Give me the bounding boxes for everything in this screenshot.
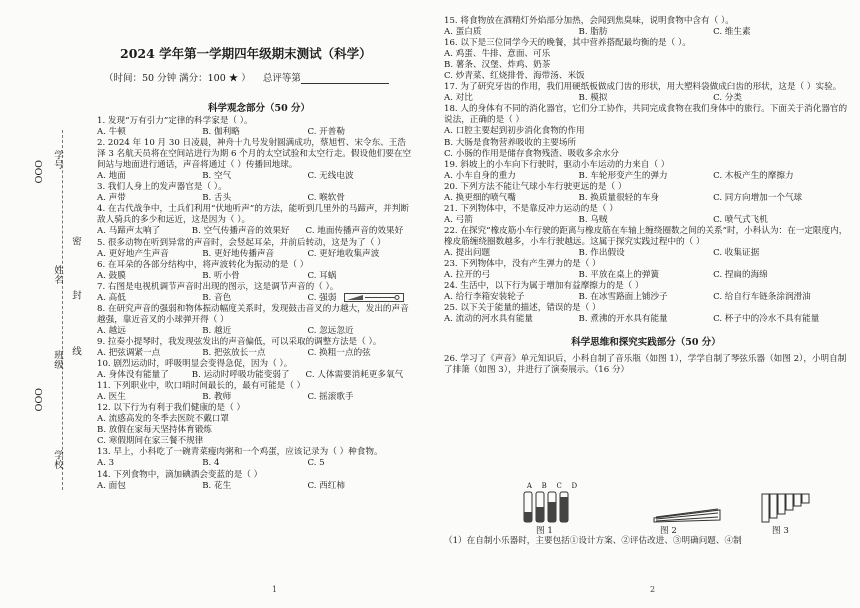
- question-14: 14. 下列食物中，滴加碘酒会变蓝的是（ ） A. 面包 B. 花生 C. 西红柿: [97, 469, 345, 491]
- question-15: 15. 将食物放在酒精灯外焰部分加热，会闻到焦臭味，说明食物中含有（ ）。 A. 蛋白质 B. 脂肪 C. 维生素: [444, 16, 751, 38]
- volume-bar-figure: [344, 293, 404, 302]
- grade-blank[interactable]: [301, 83, 389, 84]
- question-26-1: （1）在自制小乐器时，主要包括①设计方案、②评估改进、③明确问题、④制: [444, 536, 742, 546]
- xuehao-label: 学号: [52, 150, 63, 169]
- xingming-label: 姓名: [52, 265, 63, 284]
- question-16: 16. 以下是三位同学今天的晚餐，其中营养搭配最均衡的是（ ）。 A. 鸡蛋、牛排、意面、可乐 B. 薯条、汉堡、炸鸡、奶茶 C. 炒青菜、红烧排骨、海带汤、米饭: [444, 38, 691, 82]
- page-number-1: 1: [272, 585, 278, 594]
- mi-mark: 密: [70, 236, 81, 246]
- question-6: 6. 在耳朵的各部分结构中，将声波转化为振动的是（ ） A. 鼓膜 B. 听小骨 C. 耳蜗: [97, 259, 337, 281]
- questions-column-1: [97, 116, 413, 492]
- xuexiao-label: 学校: [52, 450, 63, 469]
- question-21: 21. 下列物体中，不是靠反冲力运动的是（ ） A. 弓箭 B. 乌贼 C. 喷气式飞机: [444, 203, 768, 225]
- questions-column-2: [444, 16, 848, 376]
- exam-page-2: [430, 0, 860, 608]
- banji-label: 班级: [52, 350, 63, 369]
- grade-label: 总评等第: [262, 73, 301, 84]
- time-score-text: （时间：50 分钟 满分：100 ★ ）: [104, 73, 251, 84]
- bottle-letters: A B C D: [526, 482, 578, 490]
- question-3: 3. 我们人身上的发声器官是（ ）。 A. 声带 B. 舌头 C. 喉软骨: [97, 182, 345, 204]
- q26-figures: [522, 488, 842, 538]
- figure-3-pan-flute: [762, 494, 809, 522]
- question-26: 26. 学习了《声音》单元知识后，小科自制了音乐瓶（如图 1），学学自制了琴弦乐器（如图 2），小明自制了排箫（如图 3），并进行了演奏展示。（16 分）: [444, 354, 847, 376]
- fig3-caption: 图 3: [772, 526, 789, 536]
- fig1-caption: 图 1: [536, 526, 553, 536]
- circles-2: OOO: [32, 388, 43, 412]
- question-12: 12. 以下行为有利于我们健康的是（ ） A. 流感高发的冬季去医院不戴口罩 B. 放假在家每天坚持体育锻炼 C. 寒假期间在家三餐不规律: [97, 403, 246, 447]
- figure-1-bottles: [524, 492, 568, 522]
- exam-meta: [104, 70, 389, 84]
- question-17: 17. 为了研究牙齿的作用，我们用硬纸板做成门齿的形状，用大塑料袋做成臼齿的形状，这是（ ）实验。 A. 对比 B. 模拟 C. 分类: [444, 82, 842, 104]
- exam-title: 2024 学年第一学期四年级期末测试（科学）: [120, 46, 372, 61]
- question-13: 13. 早上，小科吃了一碗青菜瘦肉粥和一个鸡蛋，应该记录为（ ）种食物。 A. 3 B. 4 C. 5: [97, 447, 383, 469]
- question-22: 22. 在探究“橡皮筋小车行驶的距离与橡皮筋在车轴上缠绕圈数之间的关系”时，小科认为：在一定限度内，橡皮筋缠绕圈数越多，小车行驶越远。这属于探究实践过程中的（ ） A. 提出问题 B. 作出假设 C. 收集证据: [444, 225, 848, 258]
- instrument-figures-svg: [522, 488, 842, 526]
- section-thinking: 科学思维和探究实践部分（50 分）: [571, 337, 721, 349]
- question-25: 25. 以下关于能量的描述，错误的是（ ） A. 流动的河水具有能量 B. 煮沸的开水具有能量 C. 杯子中的冷水不具有能量: [444, 303, 820, 325]
- question-9: 9. 拉奏小提琴时，我发现弦发出的声音偏低，可以采取的调整方法是（ ）。 A. 把弦调紧一点 B. 把弦放长一点 C. 换粗一点的弦: [97, 336, 382, 358]
- question-1: 1. 发现“万有引力”定律的科学家是（ ）。 A. 牛顿 B. 伽利略 C. 开普勒: [97, 116, 345, 138]
- question-2: 2. 2024 年 10 月 30 日凌晨，神舟十九号发射圆满成功，蔡旭哲、宋令东、王浩泽 3 名航天员将在空间站进行为期 6 个月的太空试验和太空行走。假设他们要在空间站与地面进行通话，声音将通过（ ）传播回地球。 A. 地面 B. 空气 C. 无线电波: [97, 138, 412, 182]
- question-4: 4. 在古代战争中，士兵们利用“伏地听声”的方法，能听到几里外的马蹄声，并判断敌人骑兵的多少和远近，这是因为（ ）。 A. 马蹄声太响了 B. 空气传播声音的效果好 C. 地面传播声音的效果好: [97, 204, 409, 237]
- question-19: 19. 斜坡上的小车向下行驶时，驱动小车运动的力来自（ ） A. 小车自身的重力 B. 车轮形变产生的弹力 C. 木板产生的摩擦力: [444, 159, 794, 181]
- figure-2-string-instrument: [654, 509, 720, 522]
- page-number-2: 2: [650, 585, 656, 594]
- fig2-caption: 图 2: [660, 526, 677, 536]
- xian-mark: 线: [70, 346, 81, 356]
- question-24: 24. 生活中，以下行为属于增加有益摩擦力的是（ ） A. 给行李箱安装轮子 B. 在冰雪路面上铺沙子 C. 给自行车链条涂润滑油: [444, 281, 811, 303]
- question-20: 20. 下列方法不能让气球小车行驶更远的是（ ） A. 换更细的喷气嘴 B. 换质量很轻的车身 C. 同方向增加一个气球: [444, 181, 803, 203]
- question-11: 11. 下列职业中，吹口哨时间最长的，最有可能是（ ） A. 医生 B. 教师 C. 摇滚歌手: [97, 381, 354, 403]
- section-concept: 科学观念部分（50 分）: [208, 103, 311, 114]
- student-info-margin: [16, 150, 86, 480]
- question-8: 8. 在研究声音的强弱和物体振动幅度关系时，发现鼓击音叉的力越大，发出的声音越强，靠近音叉的小球弹开得（ ） A. 越远 B. 越近 C. 忽远忽近: [97, 303, 409, 336]
- question-23: 23. 下列物体中，没有产生弹力的是（ ） A. 拉开的弓 B. 平放在桌上的弹簧 C. 捏扁的海绵: [444, 259, 768, 281]
- question-7: 7. 右图是电视机调节声音时出现的图示，这是调节声音的（ ）。 A. 高低 B. 音色 C. 强弱: [97, 282, 413, 304]
- question-5: 5. 很多动物在听到异常的声音时，会竖起耳朵，并前后转动，这是为了（ ） A. 更好地产生声音 B. 更好地传播声音 C. 更好地收集声波: [97, 237, 386, 259]
- question-10: 10. 剧烈运动时，呼吸明显会变得急促，因为（ ）。 A. 身体没有能量了 B. 运动时呼吸功能变弱了 C. 人体需要消耗更多氧气: [97, 359, 404, 381]
- circles-1: OOO: [32, 160, 43, 184]
- question-18: 18. 人的身体有不同的消化器官，它们分工协作，共同完成食物在我们身体中的旅行。下面关于消化器官的说法，正确的是（ ） A. 口腔主要起到初步消化食物的作用 B. 大肠是食物营养吸收的主要场所 C. 小肠的作用是储存食物残渣、吸收多余水分: [444, 104, 848, 159]
- feng-mark: 封: [70, 290, 81, 300]
